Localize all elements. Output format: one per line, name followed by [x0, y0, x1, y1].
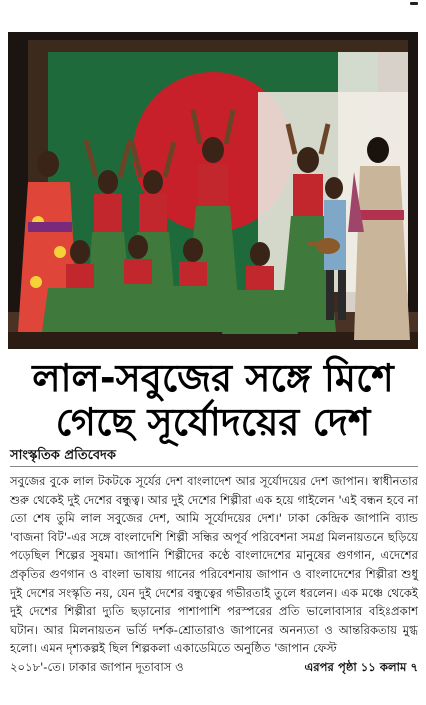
- headline: [0, 356, 426, 444]
- continuation-jump[interactable]: এরপর পৃষ্ঠা ১১ কলাম ৭: [304, 659, 418, 674]
- article-photo: [8, 32, 418, 349]
- byline-rule: [10, 466, 418, 467]
- body-paragraph: সবুজের বুকে লাল টকটকে সূর্যের দেশ বাংলাদেশ আর সূর্যোদয়ের দেশ জাপান। স্বাধীনতার শুরু থেকেই দুই দেশের বন্ধুত্ব। আর দুই দেশের শিল্পীরা এক হয়ে গাইলেন 'এই বন্ধন হবে না তো শেষ তুমি লাল সবুজের দেশ, আমি সূর্যোদয়ের দেশ।' ঢাকা কেন্দ্রিক জাপানি ব্যান্ড 'বাজনা বিট'-এর সঙ্গে বাংলাদেশি শিল্পী সন্ধির অপূর্ব পরিবেশনা সমগ্র মিলনায়তনে ছড়িয়ে পড়েছিল শিল্পের সুষমা। জাপানি শিল্পীদের কণ্ঠে বাংলাদেশের মানুষের গুণগান, এদেশের প্রকৃতির গুণগান ও বাংলা ভাষায় গানের পরিবেশনায় জাপান ও বাংলাদেশের শিল্পীরা শুধু দুই দেশের সংস্কৃতি নয়, যেন দুই দেশের বন্ধুত্বের গভীরতাই তুলে ধরলেন। এক মঞ্চে থেকেই দুই দেশের শিল্পীরা দ্যুতি ছড়ানোর পাশাপাশি পরস্পরের প্রতি ভালোবাসার বহিঃপ্রকাশ ঘটান। আর মিলনায়তন ভর্তি দর্শক-শ্রোতারাও জাপানের অনন্যতা ও আন্তরিকতায় মুগ্ধ হলো। এমন দৃশ্যকল্পই ছিল শিল্পকলা একাডেমিতে অনুষ্ঠিত 'জাপান ফেস্ট: [10, 474, 418, 656]
- byline: সাংস্কৃতিক প্রতিবেদক: [10, 448, 116, 463]
- page-edge-mark: [410, 2, 418, 5]
- performance-photo-illustration: [8, 32, 418, 349]
- headline-line-2: গেছে সূর্যোদয়ের দেশ: [55, 400, 371, 444]
- body-last-line: [10, 658, 418, 677]
- body-tail: ২০১৮'-তে। ঢাকার জাপান দূতাবাস ও: [10, 659, 184, 674]
- article-body: [10, 472, 418, 677]
- headline-line-1: লাল-সবুজের সঙ্গে মিশে: [32, 356, 394, 400]
